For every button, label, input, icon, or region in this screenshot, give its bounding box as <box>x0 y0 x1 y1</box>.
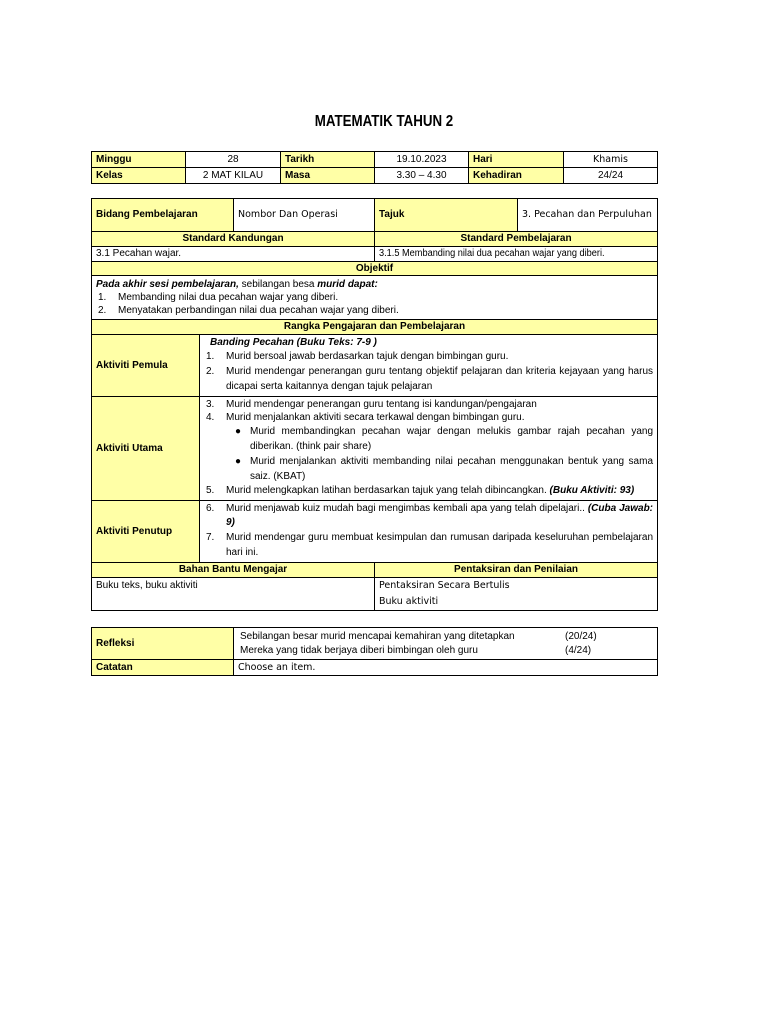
pentaksiran-line: Buku aktiviti <box>379 596 439 607</box>
utama-bullet: ● Murid menjalankan aktiviti membanding nilai pecahan menggunakan bentuk yang sama saiz. (KBAT) <box>234 456 654 482</box>
minggu-label: Minggu <box>92 152 186 168</box>
refleksi-label: Refleksi <box>92 628 234 660</box>
aktiviti-utama-content <box>200 397 658 501</box>
refleksi-line: Mereka yang tidak berjaya diberi bimbingan oleh guru <box>240 644 478 656</box>
bbm-label: Bahan Bantu Mengajar <box>92 563 375 578</box>
buku-aktiviti-ref: (Buku Aktiviti: 93) <box>549 485 635 496</box>
tarikh-value: 19.10.2023 <box>375 152 469 168</box>
objektif-label: Objektif <box>92 262 658 276</box>
plan-table <box>91 198 658 611</box>
objective-item: 2. Menyatakan perbandingan nilai dua pecahan wajar yang diberi. <box>98 305 399 316</box>
aktiviti-pemula-label: Aktiviti Pemula <box>92 335 200 397</box>
aktiviti-pemula-content <box>200 335 658 397</box>
refleksi-line: Sebilangan besar murid mencapai kemahiran yang ditetapkan <box>240 630 515 642</box>
info-table <box>91 151 658 184</box>
bidang-label: Bidang Pembelajaran <box>92 199 234 232</box>
masa-label: Masa <box>281 168 375 184</box>
masa-value: 3.30 – 4.30 <box>375 168 469 184</box>
standard-kandungan-label: Standard Kandungan <box>92 232 375 247</box>
tajuk-value: 3. Pecahan dan Perpuluhan <box>518 199 658 232</box>
pentaksiran-label: Pentaksiran dan Penilaian <box>375 563 658 578</box>
utama-item: 3. Murid mendengar penerangan guru tentang isi kandungan/pengajaran <box>206 399 537 410</box>
objektif-intro-c: murid dapat: <box>317 279 378 290</box>
objektif-intro-b: sebilangan besa <box>238 279 318 290</box>
aktiviti-penutup-label: Aktiviti Penutup <box>92 501 200 563</box>
catatan-dropdown[interactable]: Choose an item. <box>234 660 658 676</box>
tajuk-label: Tajuk <box>375 199 518 232</box>
cuba-jawab-ref: (Cuba Jawab: 9) <box>226 503 654 528</box>
bidang-value: Nombor Dan Operasi <box>234 199 375 232</box>
pemula-item: 2. Murid mendengar penerangan guru tentang objektif pelajaran dan kriteria kejayaan yang harus dicapai serta kaitannya dengan tajuk pelajaran <box>206 366 654 392</box>
objektif-intro-a: Pada akhir sesi pembelajaran, <box>96 279 239 290</box>
aktiviti-utama-label: Aktiviti Utama <box>92 397 200 501</box>
refleksi-content <box>234 628 658 660</box>
kehadiran-value: 24/24 <box>564 168 658 184</box>
pemula-item: 1. Murid bersoal jawab berdasarkan tajuk dengan bimbingan guru. <box>206 351 509 362</box>
objective-item: 1. Membanding nilai dua pecahan wajar yang diberi. <box>98 292 339 303</box>
utama-item: 4. Murid menjalankan aktiviti secara terkawal dengan bimbingan guru. <box>206 412 525 423</box>
refleksi-table <box>91 627 658 676</box>
standard-kandungan-value: 3.1 Pecahan wajar. <box>92 247 375 262</box>
page-title: MATEMATIK TAHUN 2 <box>314 113 454 130</box>
kelas-label: Kelas <box>92 168 186 184</box>
minggu-value: 28 <box>186 152 281 168</box>
kehadiran-label: Kehadiran <box>469 168 564 184</box>
pentaksiran-line: Pentaksiran Secara Bertulis <box>379 580 510 591</box>
standard-pembelajaran-label: Standard Pembelajaran <box>375 232 658 247</box>
utama-item: 5. Murid melengkapkan latihan berdasarkan tajuk yang telah dibincangkan. (Buku Aktiviti: 93) <box>206 485 635 496</box>
bbm-value: Buku teks, buku aktiviti <box>92 578 375 611</box>
standard-pembelajaran-value: 3.1.5 Membanding nilai dua pecahan wajar yang diberi. <box>375 247 658 262</box>
objektif-content <box>92 276 658 320</box>
utama-bullet: ● Murid membandingkan pecahan wajar dengan melukis gambar rajah pecahan yang diberikan. (think pair share) <box>234 426 654 452</box>
pemula-heading: Banding Pecahan (Buku Teks: 7-9 ) <box>210 337 377 348</box>
penutup-item: 7. Murid mendengar guru membuat kesimpulan dan rumusan daripada keseluruhan pembelajaran hari ini. <box>206 532 654 558</box>
aktiviti-penutup-content <box>200 501 658 563</box>
refleksi-value: (20/24) <box>565 630 597 642</box>
penutup-item: 6. Murid menjawab kuiz mudah bagi mengimbas kembali apa yang telah dipelajari.. (Cuba Jawab: 9) <box>206 503 654 528</box>
hari-value: Khamis <box>564 152 658 168</box>
tarikh-label: Tarikh <box>281 152 375 168</box>
pentaksiran-value <box>375 578 658 611</box>
hari-label: Hari <box>469 152 564 168</box>
rangka-label: Rangka Pengajaran dan Pembelajaran <box>92 320 658 335</box>
catatan-label: Catatan <box>92 660 234 676</box>
refleksi-value: (4/24) <box>565 644 592 656</box>
kelas-value: 2 MAT KILAU <box>186 168 281 184</box>
